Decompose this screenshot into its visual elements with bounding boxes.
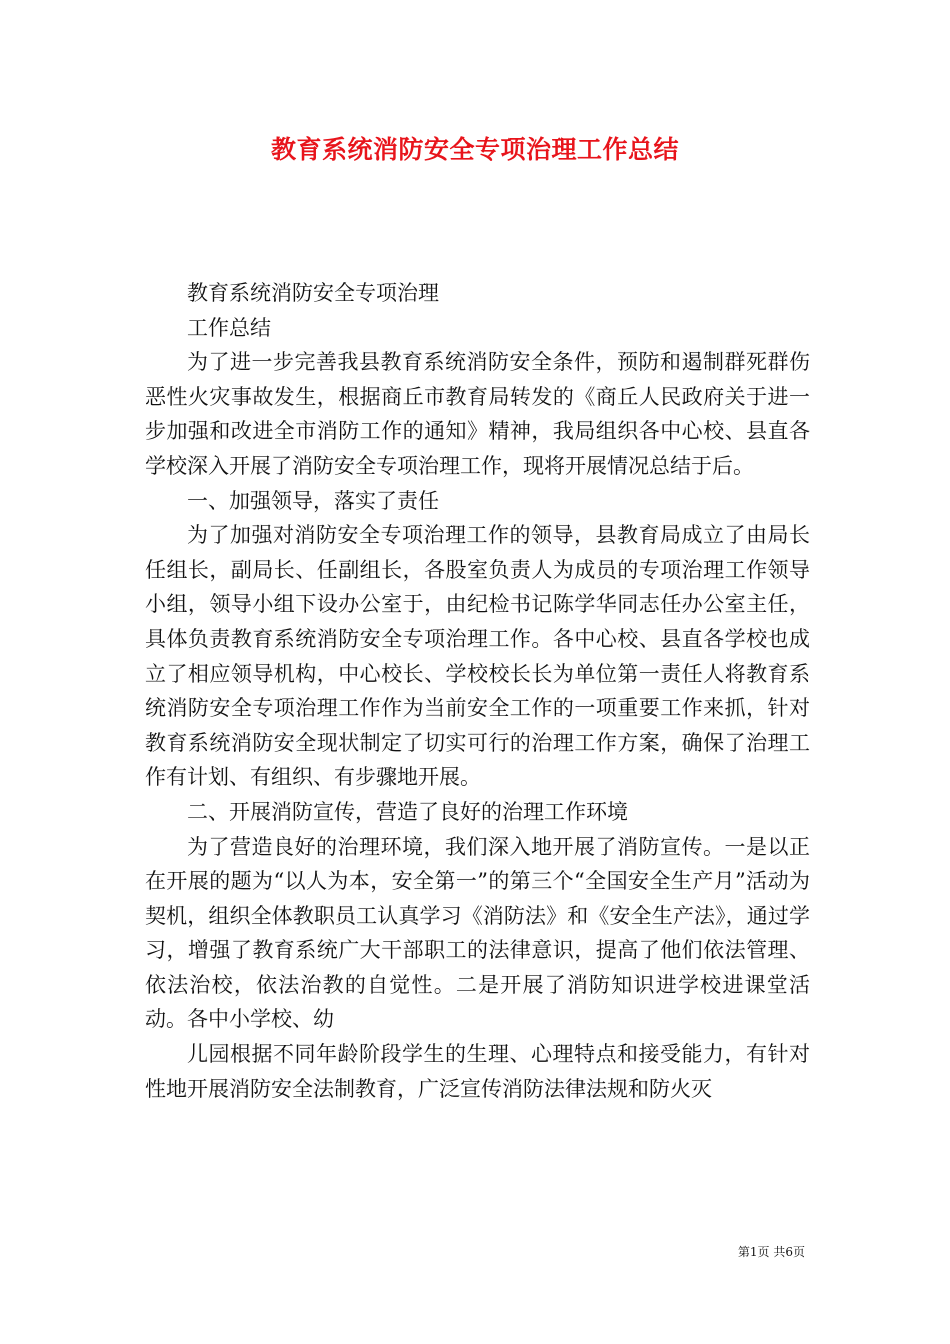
paragraph-subtitle-line-2: 工作总结	[187, 315, 271, 340]
document-title: 教育系统消防安全专项治理工作总结	[270, 135, 679, 164]
total-pages-number: 6	[785, 1245, 793, 1259]
document-body	[145, 276, 810, 1106]
paragraph-section-2-continued: 儿园根据不同年龄阶段学生的生理、心理特点和接受能力，有针对性地开展消防安全法制教育，广泛宣传消防法律法规和防火灭	[145, 1042, 810, 1101]
footer-middle: 页 共	[757, 1245, 786, 1259]
footer-suffix: 页	[792, 1245, 805, 1259]
page-number-footer	[738, 1244, 805, 1260]
current-page-number: 1	[749, 1245, 758, 1259]
paragraph-subtitle-line-1: 教育系统消防安全专项治理	[187, 281, 439, 305]
paragraph-section-1: 为了加强对消防安全专项治理工作的领导，县教育局成立了由局长任组长，副局长、任副组长，各股室负责人为成员的专项治理工作领导小组，领导小组下设办公室于，由纪检书记陈学华同志任办公室主任，具体负责教育系统消防安全专项治理工作。各中心校、县直各学校也成立了相应领导机构，中心校长、学校校长长为单位第一责任人将教育系统消防安全专项治理工作作为当前安全工作的一项重要工作来抓，针对教育系统消防安全现状制定了切实可行的治理工作方案，确保了治理工作有计划、有组织、有步骤地开展。	[145, 523, 810, 790]
paragraph-intro: 为了进一步完善我县教育系统消防安全条件，预防和遏制群死群伤恶性火灾事故发生，根据商丘市教育局转发的《商丘人民政府关于进一步加强和改进全市消防工作的通知》精神，我局组织各中心校、县直各学校深入开展了消防安全专项治理工作，现将开展情况总结于后。	[145, 350, 810, 478]
footer-prefix: 第	[737, 1245, 750, 1259]
paragraph-section-2: 为了营造良好的治理环境，我们深入地开展了消防宣传。一是以正在开展的题为“以人为本，安全第一”的第三个“全国安全生产月”活动为契机，组织全体教职员工认真学习《消防法》和《安全生产法》，通过学习，增强了教育系统广大干部职工的法律意识，提高了他们依法管理、依法治校，依法治教的自觉性。二是开展了消防知识进学校进课堂活动。各中小学校、幼	[145, 834, 810, 1032]
section-heading-1: 一、加强领导，落实了责任	[187, 488, 439, 513]
section-heading-2: 二、开展消防宣传，营造了良好的治理工作环境	[187, 799, 628, 824]
